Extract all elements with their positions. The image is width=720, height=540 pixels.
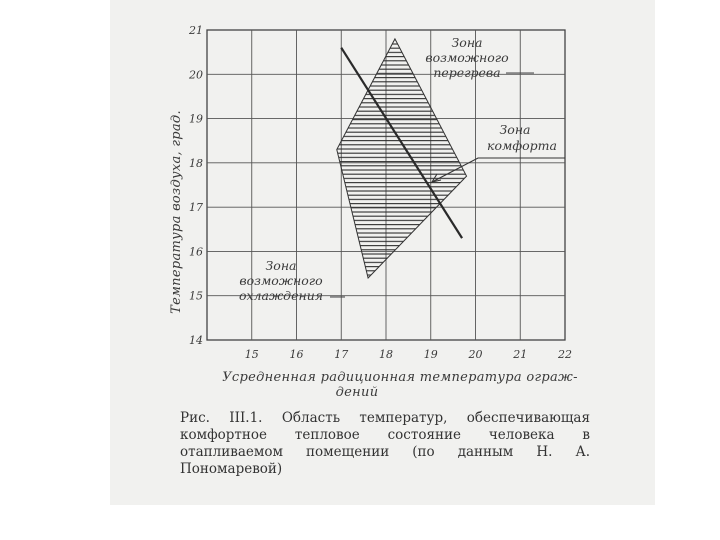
- x-tick-label: 15: [244, 348, 259, 361]
- annotation-cooling-line-3: охлаждения: [238, 288, 324, 303]
- annotation-overheat-line-2: возможного: [425, 50, 509, 65]
- annotation-overheat: [425, 35, 534, 80]
- figure-caption: Рис. III.1. Область температур, обеспечивающая комфортное тепловое состояние человека в отапливаемом помещении (по данным Н. А. Пономаревой): [180, 410, 590, 477]
- y-tick-label: 20: [189, 68, 203, 82]
- y-tick-label: 16: [189, 245, 203, 259]
- x-axis-title-line-2: дений: [335, 385, 379, 400]
- y-tick-label: 18: [189, 156, 203, 170]
- annotation-cooling-line-2: возможного: [239, 273, 323, 288]
- x-axis-title: [222, 370, 578, 400]
- annotation-comfort-line-2: комфорта: [487, 138, 557, 153]
- y-tick-label: 21: [189, 24, 203, 37]
- annotation-overheat-line-1: Зона: [451, 35, 483, 50]
- y-tick-label: 17: [189, 201, 203, 215]
- y-tick-labels: [188, 24, 203, 347]
- x-tick-label: 20: [468, 348, 483, 361]
- x-tick-label: 16: [289, 348, 304, 361]
- annotation-cooling: [239, 258, 345, 303]
- x-axis-title-line-1: Усредненная радиционная температура ограж-: [222, 370, 578, 385]
- x-tick-label: 22: [558, 348, 572, 361]
- x-tick-label: 18: [379, 348, 393, 361]
- y-tick-label: 15: [189, 289, 203, 303]
- y-axis-title: Температура воздуха, град.: [169, 110, 184, 314]
- x-tick-label: 19: [423, 348, 438, 361]
- y-tick-label: 14: [189, 334, 203, 347]
- x-tick-labels: [245, 348, 572, 361]
- x-tick-label: 17: [334, 348, 349, 361]
- annotation-cooling-line-1: Зона: [265, 258, 297, 273]
- annotation-overheat-line-3: перегрева: [433, 65, 501, 80]
- y-tick-label: 19: [189, 112, 203, 126]
- annotation-comfort-line-1: Зона: [499, 122, 531, 137]
- x-tick-label: 21: [513, 348, 528, 361]
